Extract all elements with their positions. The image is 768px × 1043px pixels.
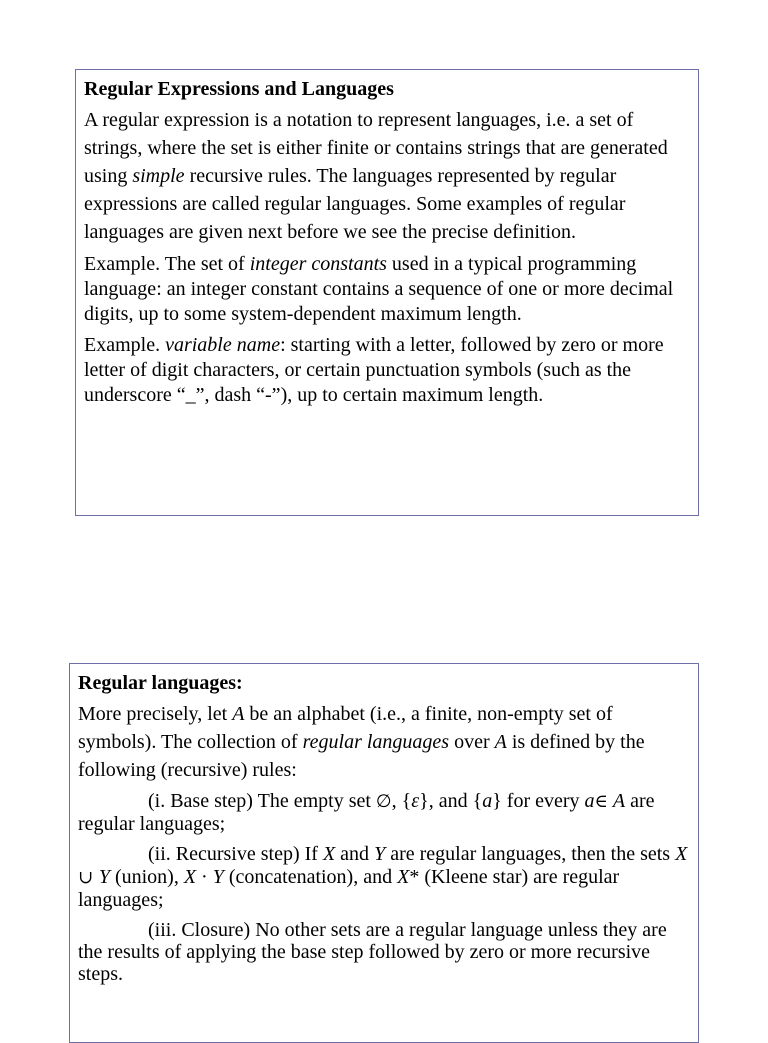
var-a-5: A (612, 790, 626, 812)
rule2-and: and (335, 843, 375, 865)
rule2-text-5: * (Kleene star) are regular languages; (78, 866, 620, 911)
epsilon-symbol: ε (411, 790, 420, 812)
rule1-text-6: are regular languages; (78, 790, 655, 835)
union-symbol: ∪ (78, 867, 99, 888)
var-y-3: Y (212, 866, 224, 888)
intro2-text-3: over (449, 731, 495, 753)
intro2-text-1: More precisely, let (78, 703, 233, 725)
rule2-text-2: are regular languages, then the sets (385, 843, 676, 865)
rule1-text-2: , { (391, 790, 412, 812)
var-a-4: a (584, 790, 595, 812)
concat-symbol: · (196, 866, 213, 888)
intro-text-1: A regular expression is a notation to represent languages, i.e. a set of strings, where the set is either finite or contains strings that are generated using (84, 109, 668, 187)
slide-2-title: Regular languages: (78, 672, 243, 694)
rule1-text-4: } for every (492, 790, 585, 812)
slide-2-intro (78, 700, 690, 784)
slide-1-intro (84, 106, 690, 246)
var-y-2: Y (98, 866, 110, 888)
var-x-3: X (183, 866, 197, 888)
example1-emphasis: integer constants (249, 253, 387, 275)
example2-text-2: : starting with a letter, followed by zero or more letter of digit characters, or certain punctuation symbols (such as the underscore “_”, dash “-”), up to certain maximum length. (84, 334, 664, 406)
var-a-3: a (482, 790, 493, 812)
var-x: X (322, 843, 336, 865)
intro-text-2: recursive rules. The languages represented by regular expressions are called regular languages. Some examples of regular languages are given next before we see the precise definition. (84, 165, 626, 243)
element-of-symbol: ∈ (594, 791, 608, 812)
rule2-text-4: (concatenation), and (223, 866, 398, 888)
var-x-2: X (675, 843, 688, 865)
empty-set-symbol: ∅ (375, 791, 392, 812)
intro2-emphasis: regular languages (302, 731, 450, 753)
example1-text-2: used in a typical programming language: an integer constant contains a sequence of one or more decimal digits, up to some system-dependent maximum length. (84, 253, 674, 325)
example2-emphasis: variable name (165, 334, 281, 356)
var-x-4: X (397, 866, 410, 888)
rule1-text-1: (i. Base step) The empty set (148, 790, 376, 812)
example1-text-1: Example. The set of (84, 253, 250, 275)
slide-2-box (69, 663, 699, 1043)
rule2-text-1: (ii. Recursive step) If (148, 843, 323, 865)
intro2-text-4: is defined by the following (recursive) rules: (78, 731, 645, 781)
rule2-text-3: (union), (109, 866, 184, 888)
example2-text-1: Example. (84, 334, 166, 356)
rule3-text: (iii. Closure) No other sets are a regular language unless they are the results of applying the base step followed by zero or more recursive steps. (78, 919, 667, 985)
rule-recursive-step (78, 843, 690, 911)
intro-emphasis: simple (132, 165, 185, 187)
var-y: Y (374, 843, 386, 865)
example-variable-name (84, 333, 690, 408)
var-a: A (232, 703, 245, 725)
var-a-2: A (494, 731, 507, 753)
rule-base-step (78, 790, 690, 835)
example-integer-constants (84, 252, 690, 327)
rule1-text-3: }, and { (419, 790, 483, 812)
intro2-text-2: be an alphabet (i.e., a finite, non-empty set of symbols). The collection of (78, 703, 613, 753)
rule-closure (78, 919, 690, 985)
slide-1-box (75, 69, 699, 516)
slide-1-title: Regular Expressions and Languages (84, 78, 394, 100)
